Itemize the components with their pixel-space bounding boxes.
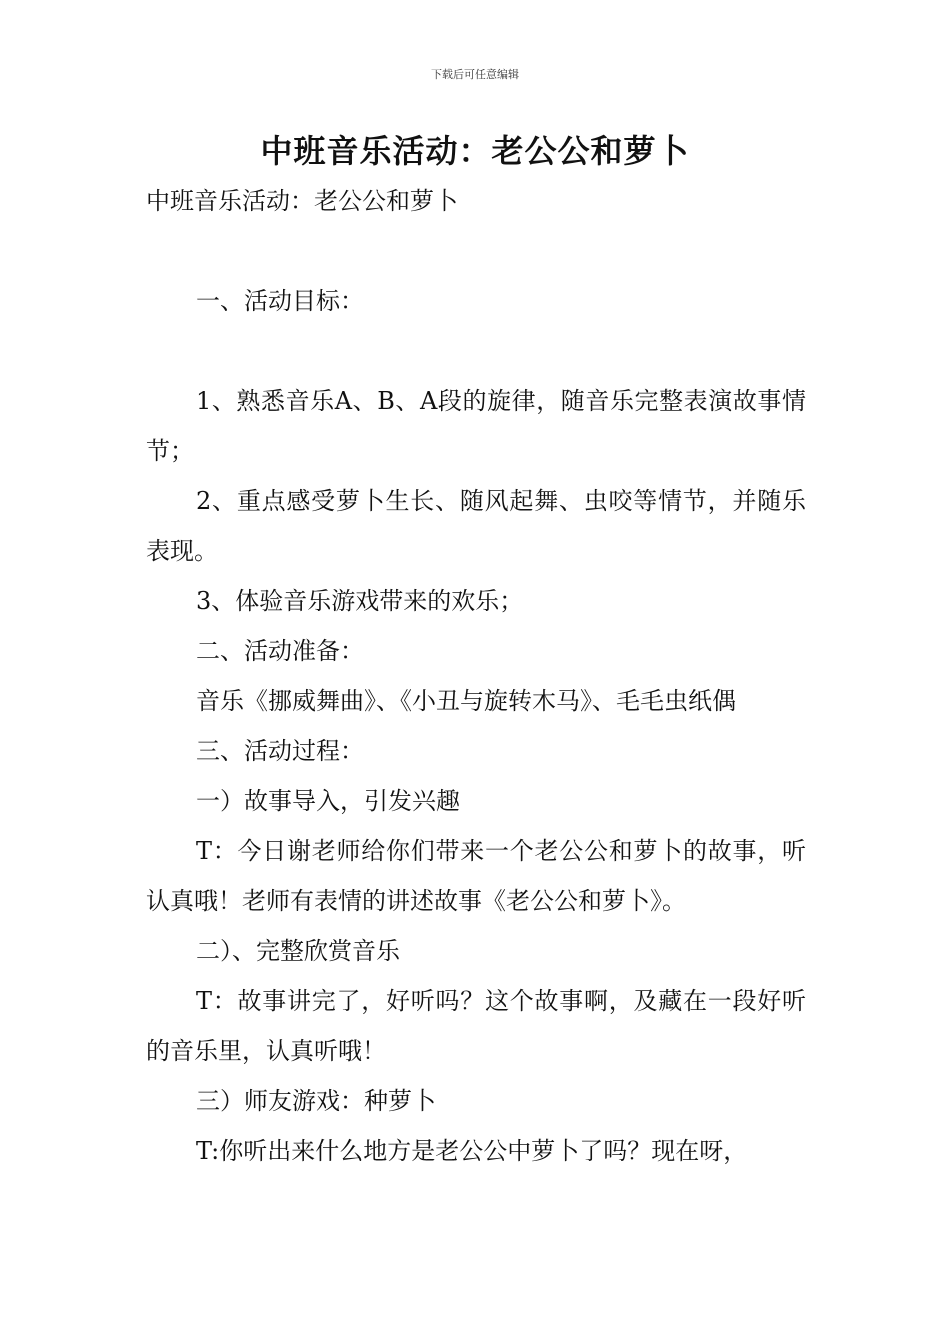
- preparation-text: 音乐《挪威舞曲》、《小丑与旋转木马》、毛毛虫纸偶: [196, 687, 736, 715]
- process-step-2-heading: 二）、完整欣赏音乐: [196, 937, 400, 965]
- process-step-2-text: T：故事讲完了，好听吗？这个故事啊，及藏在一段好听的音乐里，认真听哦！: [146, 987, 806, 1065]
- section-heading-process: 三、活动过程：: [196, 737, 364, 765]
- process-step-3-text: T:你听出来什么地方是老公公中萝卜了吗？现在呀，: [196, 1137, 748, 1165]
- process-step-1-text: T：今日谢老师给你们带来一个老公公和萝卜的故事，听认真哦！老师有表情的讲述故事《老公公和萝卜》。: [146, 837, 806, 915]
- header-note: 下载后可任意编辑: [431, 68, 519, 81]
- goal-item-3: 3、体验音乐游戏带来的欢乐；: [196, 587, 524, 615]
- section-heading-preparation: 二、活动准备：: [196, 637, 364, 665]
- process-step-3-heading: 三）师友游戏：种萝卜: [196, 1087, 436, 1115]
- subtitle-line: 中班音乐活动：老公公和萝卜: [146, 187, 458, 215]
- document-title: 中班音乐活动：老公公和萝卜: [260, 132, 690, 170]
- document-body: [146, 176, 806, 1176]
- goal-item-2: 2、重点感受萝卜生长、随风起舞、虫咬等情节，并随乐表现。: [146, 487, 806, 565]
- process-step-1-heading: 一）故事导入，引发兴趣: [196, 787, 460, 815]
- section-heading-goals: 一、活动目标：: [196, 287, 364, 315]
- goal-item-1: 1、熟悉音乐A、B、A段的旋律，随音乐完整表演故事情节；: [146, 387, 806, 465]
